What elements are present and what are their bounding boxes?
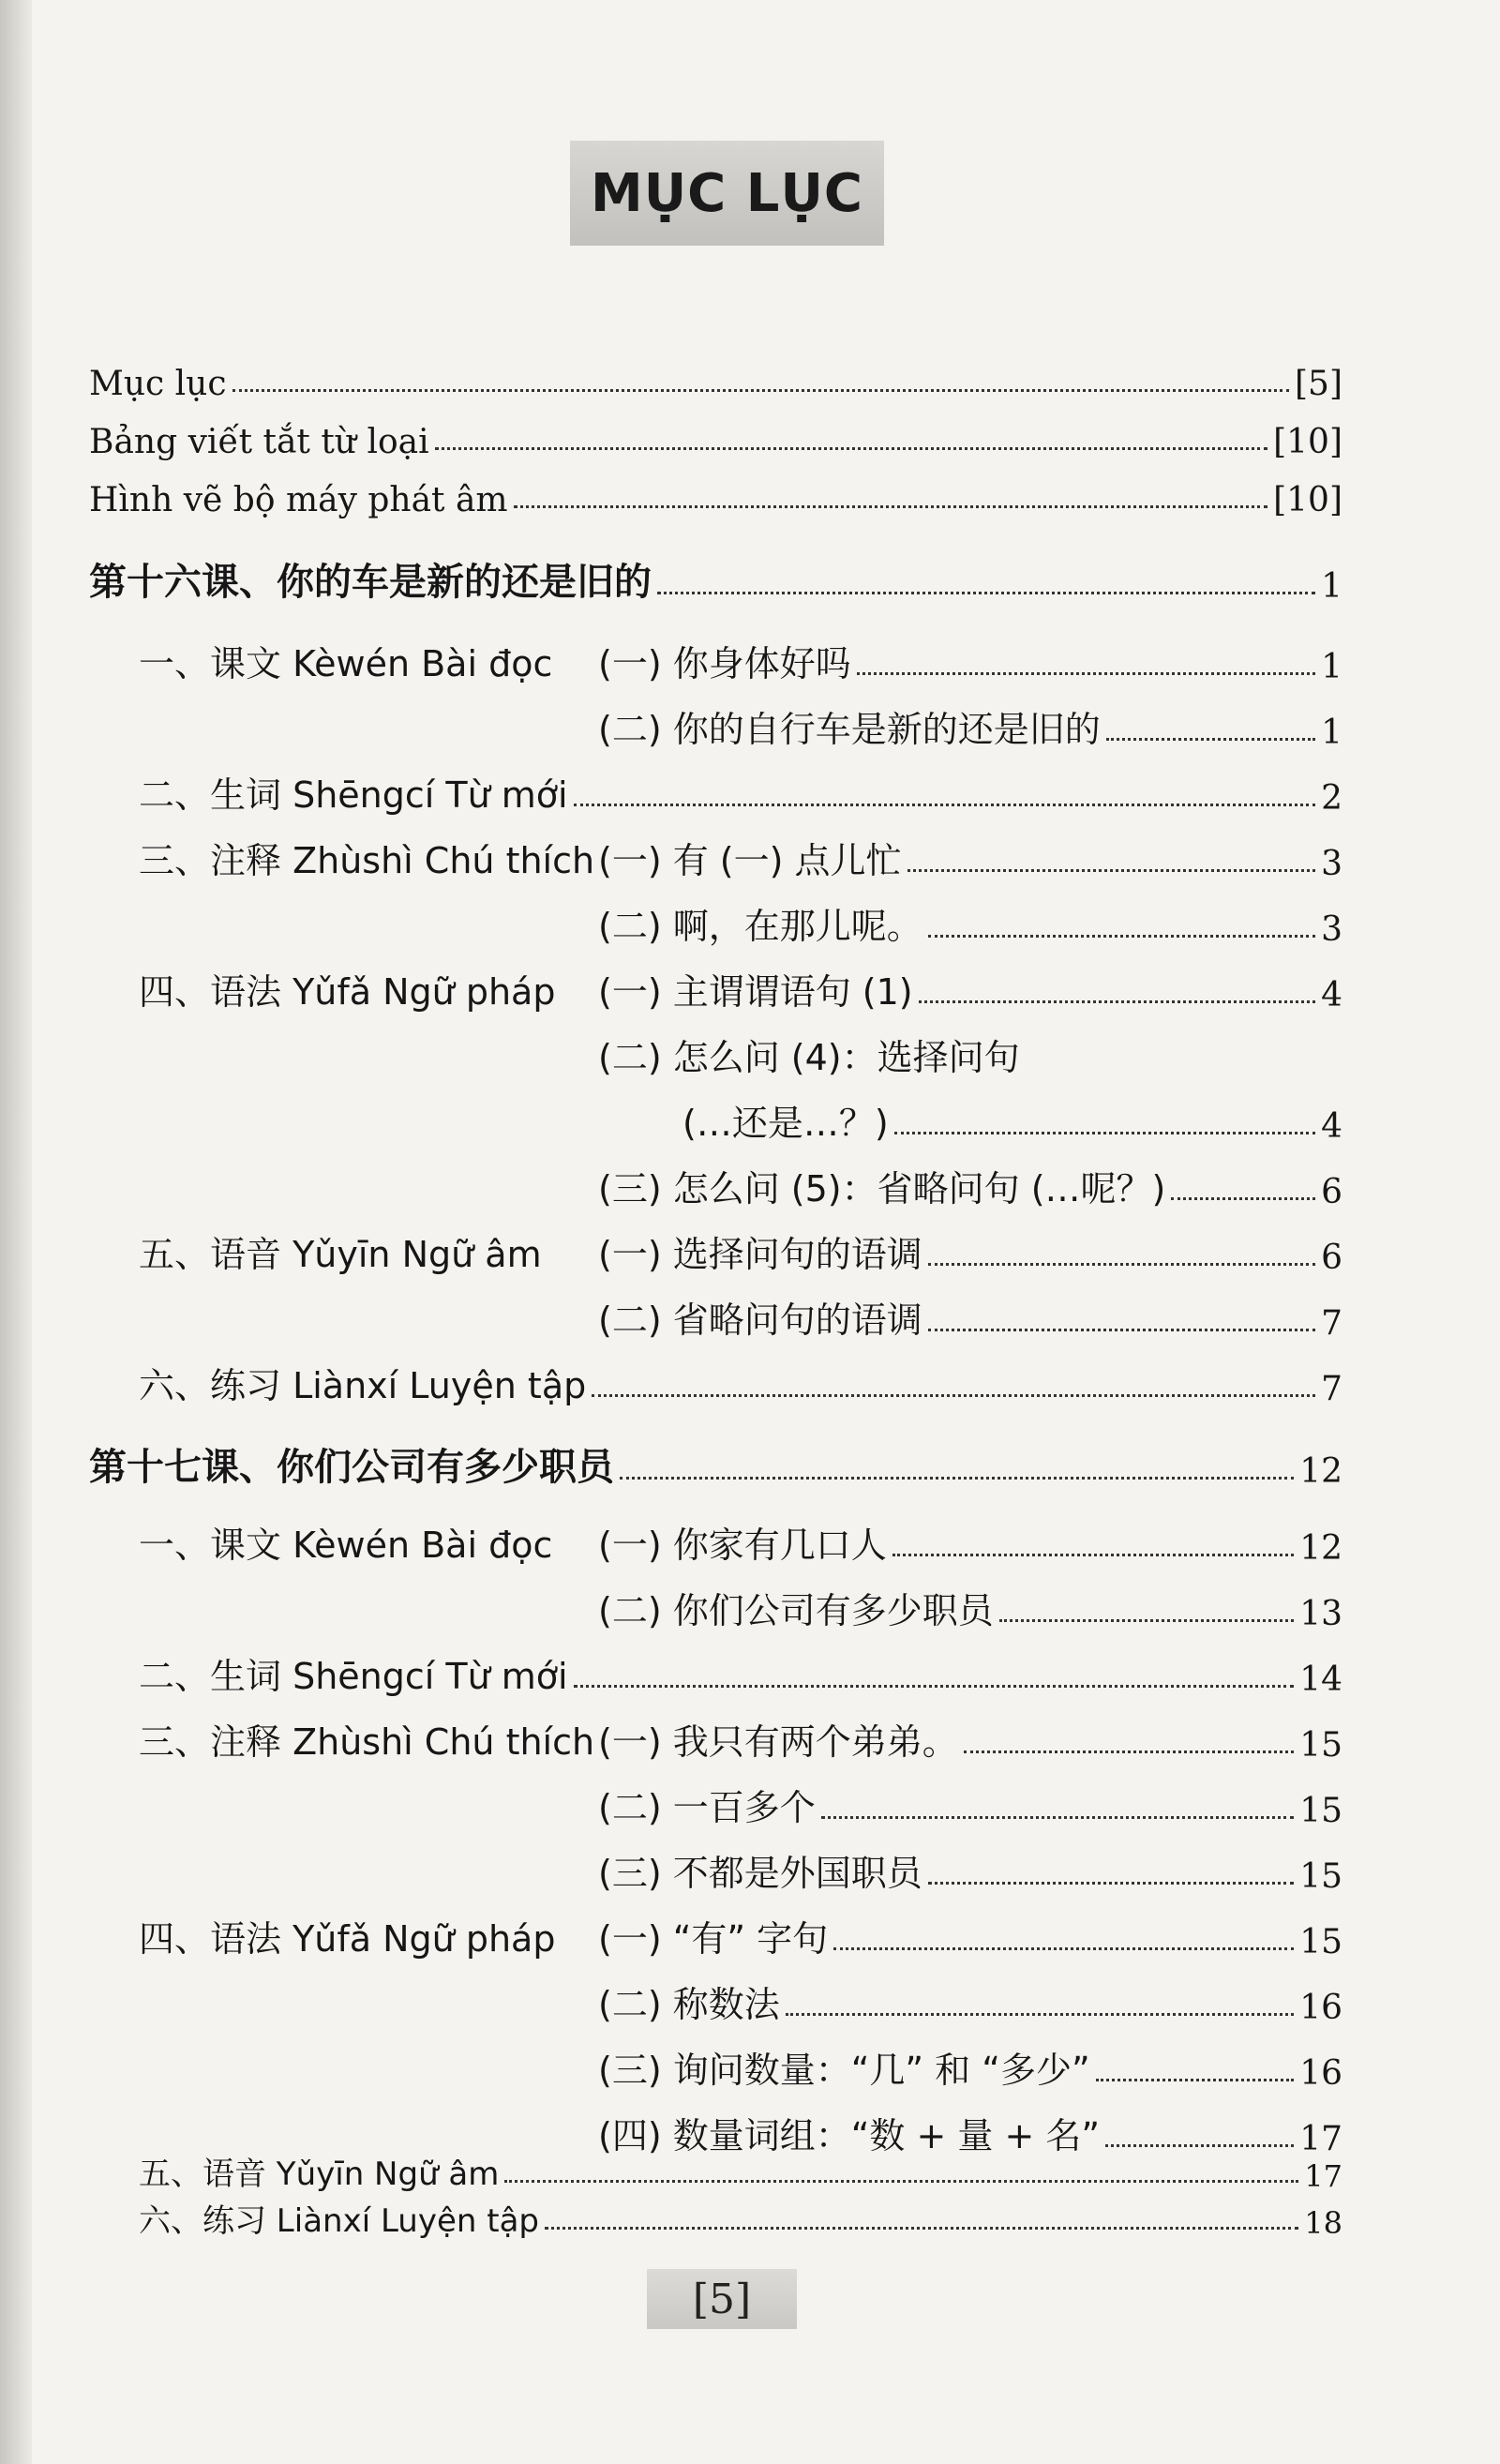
dot-leader — [857, 672, 1315, 675]
subsection-label: (一) 你身体好吗 — [598, 643, 851, 684]
toc-entry-front[interactable] — [89, 405, 1342, 461]
subsection-label: (二) 你们公司有多少职员 — [598, 1590, 994, 1631]
toc-section[interactable] — [139, 2149, 1342, 2194]
dot-leader — [928, 1882, 1294, 1885]
toc-section[interactable] — [139, 1643, 1342, 1699]
section-page: 16 — [1299, 1989, 1342, 2027]
lesson-title: 第十六课、你的车是新的还是旧的 — [89, 561, 652, 604]
section-page: 12 — [1299, 1529, 1342, 1568]
toc-entry-front[interactable] — [89, 463, 1342, 519]
dot-leader — [592, 1394, 1315, 1397]
toc-section[interactable] — [139, 1577, 1342, 1633]
toc-section[interactable] — [139, 1155, 1342, 1211]
toc-section[interactable] — [139, 2036, 1342, 2093]
section-label: 三、注释 Zhùshì Chú thích — [139, 840, 595, 881]
section-label: 二、生词 Shēngcí Từ mới — [139, 774, 568, 816]
toc-section[interactable] — [139, 1286, 1342, 1343]
section-page: 7 — [1321, 1304, 1342, 1343]
lesson-heading[interactable] — [89, 1435, 1342, 1491]
toc-section[interactable] — [139, 1774, 1342, 1830]
lesson-page: 12 — [1299, 1452, 1342, 1491]
dot-leader — [574, 804, 1315, 806]
subsection-label: (三) 怎么问 (5)：省略问句 (…呢？) — [598, 1168, 1166, 1209]
dot-leader — [833, 1947, 1294, 1950]
toc-entry-label: Mục lục — [89, 365, 227, 403]
title-banner — [570, 141, 884, 246]
dot-leader — [1096, 2079, 1295, 2081]
subsection-label: (一) 选择问句的语调 — [598, 1234, 922, 1275]
dot-leader — [1106, 738, 1315, 741]
toc-section[interactable] — [682, 1089, 1342, 1146]
toc-section[interactable] — [139, 630, 1342, 686]
toc-entry-front[interactable] — [89, 347, 1342, 403]
subsection-label: (二) 怎么问 (4)：选择问句 — [598, 1037, 1020, 1078]
section-label: 五、语音 Yǔyīn Ngữ âm — [139, 1234, 542, 1275]
section-page: 15 — [1299, 1857, 1342, 1896]
toc-entry-label: Hình vẽ bộ máy phát âm — [89, 481, 508, 519]
section-page: 14 — [1299, 1660, 1342, 1699]
section-page: 3 — [1321, 845, 1342, 883]
lesson-heading[interactable] — [89, 549, 1342, 606]
section-page: 15 — [1299, 1726, 1342, 1765]
section-label: 一、课文 Kèwén Bài đọc — [139, 643, 553, 684]
dot-leader — [964, 1750, 1294, 1753]
section-label: 三、注释 Zhùshì Chú thích — [139, 1721, 595, 1763]
dot-leader — [821, 1816, 1294, 1819]
subsection-label: (二) 一百多个 — [598, 1787, 816, 1828]
section-page: 17 — [1304, 2158, 1342, 2194]
subsection-label: (二) 称数法 — [598, 1984, 780, 2025]
section-page: 7 — [1321, 1370, 1342, 1408]
toc-section[interactable] — [139, 1221, 1342, 1277]
toc-section[interactable] — [139, 1708, 1342, 1765]
section-page: 17 — [1299, 2120, 1342, 2158]
toc-section[interactable] — [139, 1971, 1342, 2027]
dot-leader — [435, 447, 1268, 450]
dot-leader — [514, 505, 1268, 508]
dot-leader — [999, 1619, 1294, 1622]
section-page: 6 — [1321, 1173, 1342, 1211]
dot-leader — [786, 2013, 1294, 2016]
lesson-title: 第十七课、你们公司有多少职员 — [89, 1446, 614, 1489]
page-number-box — [647, 2269, 797, 2329]
subsection-label: (三) 不都是外国职员 — [598, 1853, 922, 1894]
subsection-label: (一) “有” 字句 — [598, 1918, 829, 1960]
dot-leader — [1171, 1197, 1315, 1200]
dot-leader — [928, 1329, 1315, 1331]
section-label: 四、语法 Yǔfǎ Ngữ pháp — [139, 971, 556, 1013]
toc-section[interactable] — [139, 893, 1342, 949]
toc-section[interactable] — [139, 761, 1342, 818]
toc-entry-page: [5] — [1295, 365, 1342, 403]
toc-section[interactable] — [139, 1905, 1342, 1961]
subsection-label: (一) 主谓谓语句 (1) — [598, 971, 913, 1013]
section-page: 4 — [1321, 976, 1342, 1014]
lesson-page: 1 — [1321, 567, 1342, 606]
subsection-label: (三) 询问数量：“几” 和 “多少” — [598, 2050, 1090, 2091]
subsection-label: (一) 有 (一) 点儿忙 — [598, 840, 902, 881]
dot-leader — [620, 1477, 1294, 1480]
subsection-label: (四) 数量词组：“数 + 量 + 名” — [598, 2115, 1101, 2156]
section-page: 6 — [1321, 1239, 1342, 1277]
toc-section[interactable] — [139, 2196, 1342, 2241]
toc-entry-page: [10] — [1273, 481, 1342, 519]
page-number: [5] — [692, 2275, 752, 2323]
section-page: 15 — [1299, 1923, 1342, 1961]
dot-leader — [908, 869, 1316, 872]
dot-leader — [504, 2180, 1298, 2183]
dot-leader — [928, 935, 1315, 938]
toc-section[interactable] — [139, 696, 1342, 752]
dot-leader — [894, 1132, 1315, 1134]
subsection-label: (二) 省略问句的语调 — [598, 1300, 922, 1341]
dot-leader — [657, 592, 1315, 594]
section-page: 18 — [1304, 2205, 1342, 2241]
section-page: 13 — [1299, 1595, 1342, 1633]
toc-section[interactable] — [139, 1352, 1342, 1408]
page-edge — [0, 0, 32, 2464]
subsection-label: (二) 啊，在那儿呢。 — [598, 906, 922, 947]
dot-leader — [892, 1554, 1294, 1556]
section-label: 六、练习 Liànxí Luyện tập — [139, 1365, 587, 1406]
subsection-label: (一) 我只有两个弟弟。 — [598, 1721, 958, 1763]
subsection-label: (一) 你家有几口人 — [598, 1525, 887, 1566]
toc-section[interactable] — [139, 827, 1342, 883]
dot-leader — [232, 389, 1289, 392]
toc-section[interactable] — [139, 1511, 1342, 1568]
section-label: 一、课文 Kèwén Bài đọc — [139, 1525, 553, 1566]
toc-section[interactable] — [139, 1840, 1342, 1896]
section-page: 1 — [1321, 714, 1342, 752]
section-label: 二、生词 Shēngcí Từ mới — [139, 1656, 568, 1697]
section-page: 3 — [1321, 910, 1342, 949]
section-page: 15 — [1299, 1792, 1342, 1830]
section-label: 四、语法 Yǔfǎ Ngữ pháp — [139, 1918, 556, 1960]
dot-leader — [928, 1263, 1315, 1266]
toc-section[interactable] — [139, 1024, 1020, 1080]
section-label: 六、练习 Liànxí Luyện tập — [139, 2202, 539, 2240]
section-page: 16 — [1299, 2054, 1342, 2093]
dot-leader — [1105, 2144, 1294, 2147]
subsection-label: (…还是…？) — [682, 1103, 889, 1144]
section-page: 2 — [1321, 779, 1342, 818]
section-page: 4 — [1321, 1107, 1342, 1146]
toc-entry-label: Bảng viết tắt từ loại — [89, 423, 429, 461]
page-title: MỤC LỤC — [590, 162, 864, 224]
section-label: 五、语音 Yǔyīn Ngữ âm — [139, 2156, 500, 2193]
section-page: 1 — [1321, 648, 1342, 686]
subsection-label: (二) 你的自行车是新的还是旧的 — [598, 709, 1101, 750]
dot-leader — [545, 2227, 1298, 2230]
dot-leader — [574, 1685, 1295, 1688]
toc-section[interactable] — [139, 958, 1342, 1014]
toc-entry-page: [10] — [1273, 423, 1342, 461]
dot-leader — [919, 1000, 1315, 1003]
